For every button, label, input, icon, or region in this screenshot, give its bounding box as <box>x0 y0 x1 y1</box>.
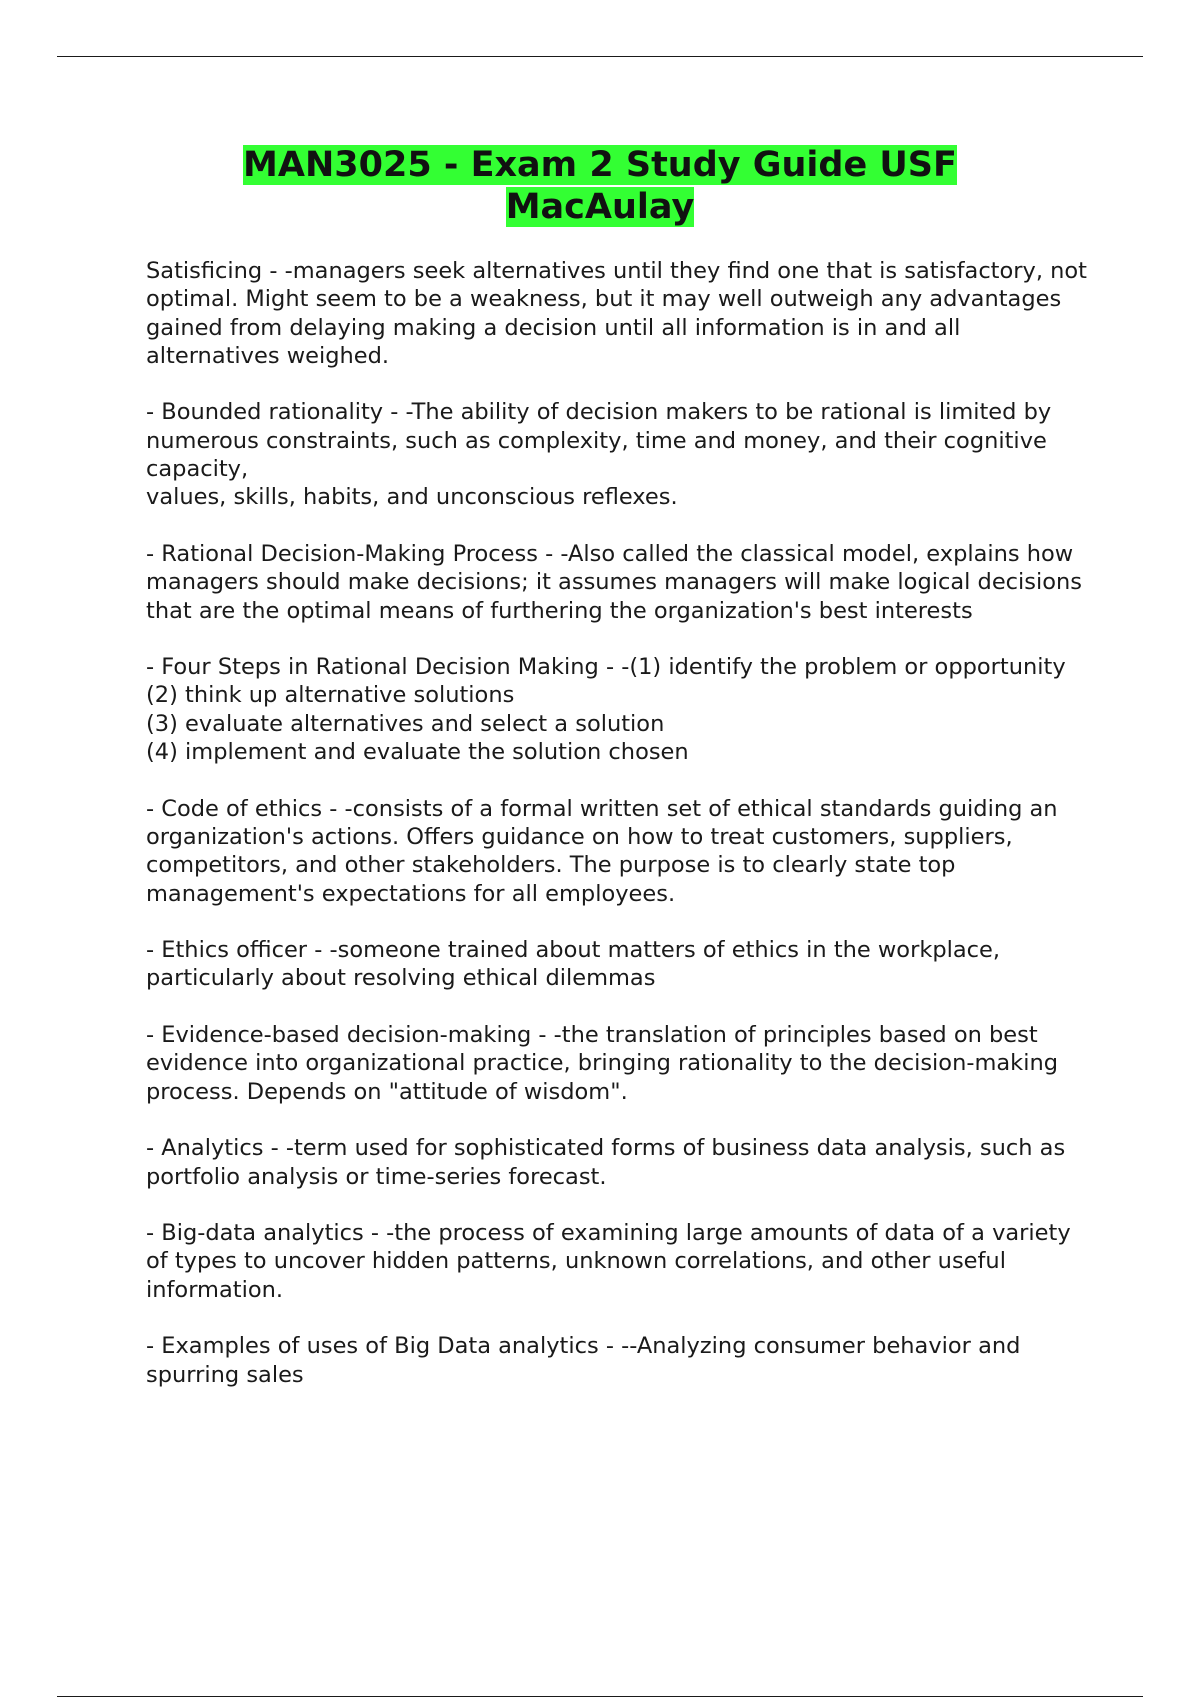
entry-ethics-officer: - Ethics officer - -someone trained about matters of ethics in the workplace, particularly about resolving ethical dilemmas <box>146 937 1001 992</box>
entry-code-of-ethics: - Code of ethics - -consists of a formal written set of ethical standards guiding an organization's actions. Offers guidance on how to treat customers, suppliers, competitors, and other stakeholders. The purpose is to clearly state top management's expectations for all employees. <box>146 795 1058 907</box>
entry-evidence-based-decision-making: - Evidence-based decision-making - -the translation of principles based on best evidence into organizational practice, bringing rationality to the decision-making process. Depends on "attitude of wisdom". <box>146 1022 1058 1105</box>
entry-analytics: - Analytics - -term used for sophisticated forms of business data analysis, such as portfolio analysis or time-series forecast. <box>146 1135 1066 1190</box>
top-rule <box>57 56 1143 57</box>
entry-bounded-rationality: - Bounded rationality - -The ability of decision makers to be rational is limited by numerous constraints, such as complexity, time and money, and their cognitive capacity, values, skills, habits, and unconscious reflexes. <box>146 399 1052 511</box>
page-title <box>0 144 1200 228</box>
entry-big-data-examples: - Examples of uses of Big Data analytics - --Analyzing consumer behavior and spurring sales <box>146 1333 1021 1388</box>
title-line-1: MAN3025 - Exam 2 Study Guide USF <box>243 145 957 185</box>
title-line-2: MacAulay <box>505 187 695 227</box>
bottom-rule <box>57 1696 1143 1697</box>
entry-four-steps: - Four Steps in Rational Decision Making - -(1) identify the problem or opportunity (2) think up alternative solutions (3) evaluate alternatives and select a solution (4) implement and evaluate the solution chosen <box>146 654 1066 766</box>
entry-rational-decision-making-process: - Rational Decision-Making Process - -Also called the classical model, explains how managers should make decisions; it assumes managers will make logical decisions that are the optimal means of furthering the organization's best interests <box>146 540 1083 624</box>
study-guide-body <box>146 257 1096 1417</box>
entry-big-data-analytics: - Big-data analytics - -the process of examining large amounts of data of a variety of types to uncover hidden patterns, unknown correlations, and other useful information. <box>146 1220 1071 1303</box>
entry-satisficing: Satisficing - -managers seek alternatives until they find one that is satisfactory, not optimal. Might seem to be a weakness, but it may well outweigh any advantages gained from delaying making a decision until all information is in and all alternatives weighed. <box>146 258 1087 369</box>
